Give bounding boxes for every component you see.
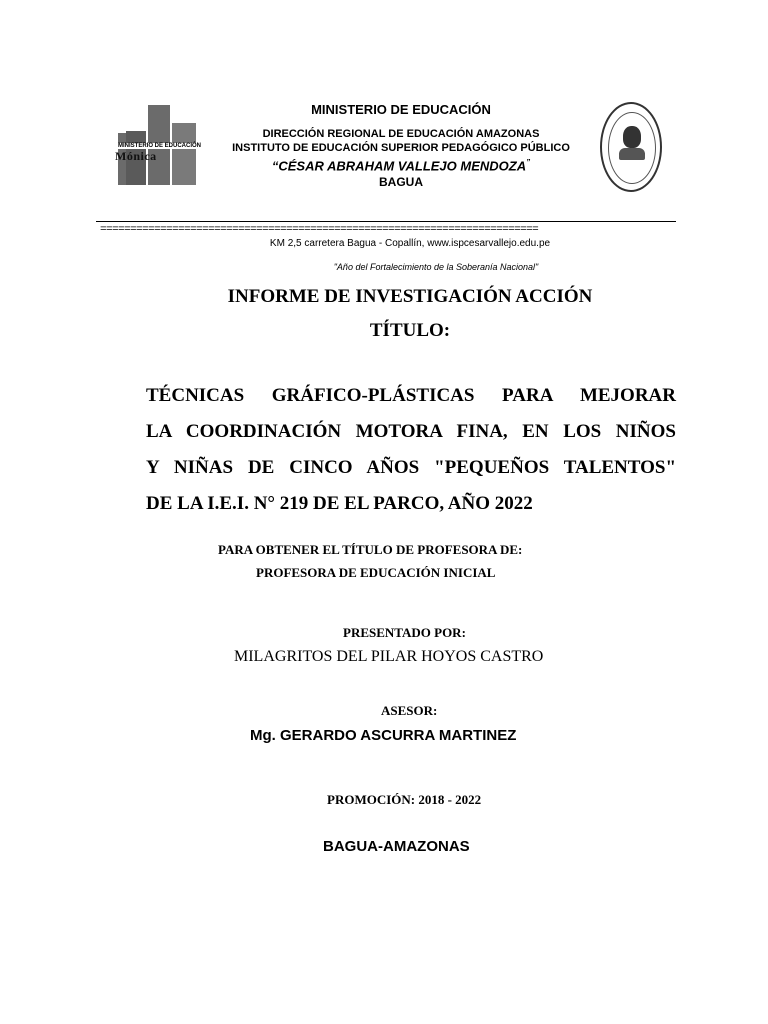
regional-direction: DIRECCIÓN REGIONAL DE EDUCACIÓN AMAZONAS (262, 128, 540, 140)
promotion: PROMOCIÓN: 2018 - 2022 (327, 792, 482, 807)
presented-by-label: PRESENTADO POR: (343, 625, 466, 640)
header-separator: ========================================================================= (100, 224, 539, 236)
degree-name: PROFESORA DE EDUCACIÓN INICIAL (256, 565, 496, 580)
author-name: MILAGRITOS DEL PILAR HOYOS CASTRO (234, 648, 544, 665)
title-line: Y NIÑAS DE CINCO AÑOS "PEQUEÑOS TALENTOS" (146, 457, 676, 478)
institute-city: BAGUA (379, 175, 423, 189)
title-line: LA COORDINACIÓN MOTORA FINA, EN LOS NIÑOS (146, 421, 676, 442)
logo-signature: Mónica (115, 149, 157, 163)
title-line: TÉCNICAS GRÁFICO-PLÁSTICAS PARA MEJORAR (146, 385, 676, 406)
institute-seal-icon (600, 102, 662, 192)
location: BAGUA-AMAZONAS (323, 838, 470, 855)
institute-address: KM 2,5 carretera Bagua - Copallín, www.ispcesarvallejo.edu.pe (269, 238, 551, 249)
degree-purpose: PARA OBTENER EL TÍTULO DE PROFESORA DE: (218, 542, 523, 557)
advisor-label: ASESOR: (381, 703, 438, 718)
header-rule (96, 221, 676, 222)
ministry-heading: MINISTERIO DE EDUCACIÓN (311, 102, 491, 117)
thesis-title (146, 378, 676, 522)
year-motto: "Año del Fortalecimiento de la Soberanía Nacional" (333, 262, 539, 272)
institute-type: INSTITUTO DE EDUCACIÓN SUPERIOR PEDAGÓGICO PÚBLICO (232, 142, 570, 154)
logo-label: MINISTERIO DE EDUCACIÓN (118, 143, 202, 149)
ministry-logo-icon (115, 105, 202, 185)
report-type: INFORME DE INVESTIGACIÓN ACCIÓN (227, 286, 593, 307)
title-label: TÍTULO: (369, 320, 451, 341)
institute-name: “CÉSAR ABRAHAM VALLEJO MENDOZA” (271, 158, 531, 174)
title-line: DE LA I.E.I. N° 219 DE EL PARCO, AÑO 2022 (146, 493, 533, 514)
advisor-name: Mg. GERARDO ASCURRA MARTINEZ (250, 727, 517, 744)
